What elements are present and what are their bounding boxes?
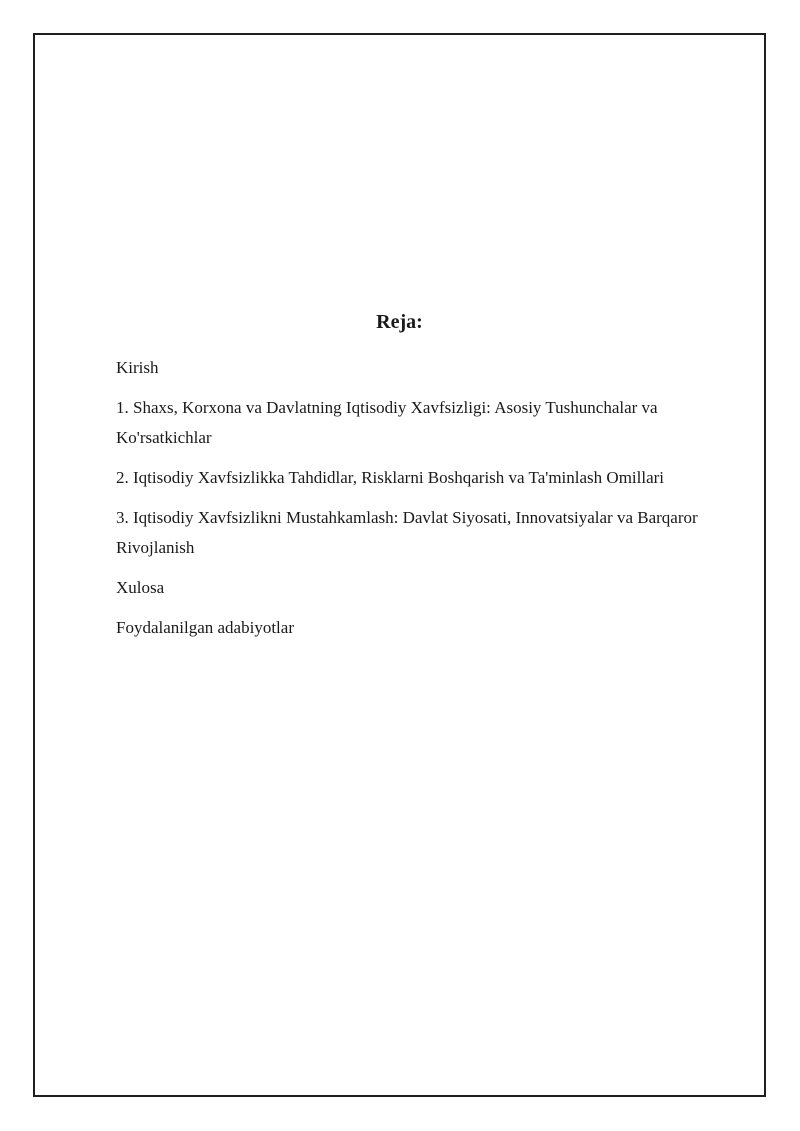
plan-item-chapter-1: 1. Shaxs, Korxona va Davlatning Iqtisodiy Xavfsizligi: Asosiy Tushunchalar va Ko'rsatkichlar — [116, 398, 658, 447]
page-title: Reja: — [376, 311, 423, 333]
plan-list — [116, 353, 736, 653]
plan-item-references: Foydalanilgan adabiyotlar — [116, 618, 294, 637]
plan-item-chapter-2: 2. Iqtisodiy Xavfsizlikka Tahdidlar, Risklarni Boshqarish va Ta'minlash Omillari — [116, 468, 665, 487]
plan-item-introduction: Kirish — [116, 358, 159, 377]
plan-item-chapter-3: 3. Iqtisodiy Xavfsizlikni Mustahkamlash: Davlat Siyosati, Innovatsiyalar va Barqaror Rivojlanish — [116, 508, 698, 557]
plan-item-conclusion: Xulosa — [116, 578, 165, 597]
page-frame — [33, 33, 766, 1097]
